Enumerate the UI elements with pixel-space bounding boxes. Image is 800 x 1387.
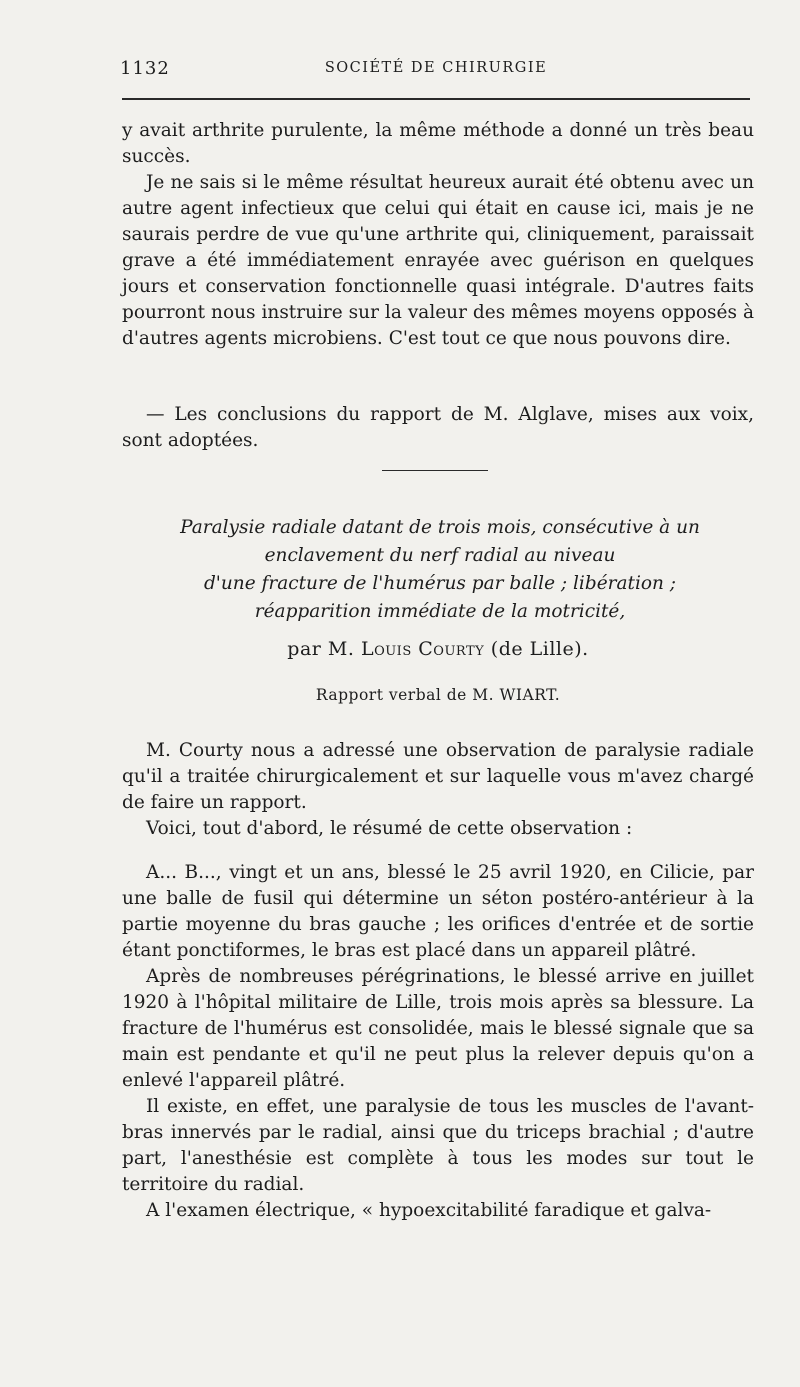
author-suffix: (de Lille).: [490, 638, 589, 660]
running-title: SOCIÉTÉ DE CHIRURGIE: [324, 60, 548, 76]
paragraph: Voici, tout d'abord, le résumé de cette observation :: [146, 818, 633, 839]
paragraph: Je ne sais si le même résultat heureux aurait été obtenu avec un autre agent infectieux que celui qui était en cause ici, mais je ne saurais perdre de vue qu'une arthrite qui, cliniquement, paraissait grave a été immédiatement enrayée avec guérison en quelques jours et conservation fonctionnelle quasi intégrale. D'autres faits pourront nous instruire sur la valeur des mêmes moyens opposés à d'autres agents microbiens. C'est tout ce que nous pouvons dire.: [122, 172, 754, 349]
author-prefix: par M.: [287, 638, 355, 660]
article-title-line: Paralysie radiale datant de trois mois, consécutive à un: [180, 517, 700, 538]
page-header: [120, 58, 752, 84]
paragraph: y avait arthrite purulente, la même méthode a donné un très beau succès.: [122, 120, 754, 167]
author-name: Louis Courty: [360, 638, 485, 660]
article-title-line: réapparition immédiate de la motricité,: [254, 601, 626, 622]
paragraph: A... B..., vingt et un ans, blessé le 25 avril 1920, en Cilicie, par une balle de fusil qui détermine un séton postéro-antérieur à la partie moyenne du bras gauche ; les orifices d'entrée et de sortie étant ponctiformes, le bras est placé dans un appareil plâtré.: [122, 862, 754, 961]
article-title-line: enclavement du nerf radial au niveau: [264, 545, 616, 566]
article-title: [150, 514, 730, 626]
paragraph: A l'examen électrique, « hypoexcitabilité faradique et galva-: [146, 1200, 712, 1221]
lower-text-block: [122, 738, 754, 1224]
report-line: Rapport verbal de M. WIART.: [315, 686, 561, 704]
paragraph: Après de nombreuses pérégrinations, le blessé arrive en juillet 1920 à l'hôpital militaire de Lille, trois mois après sa blessure. La fracture de l'humérus est consolidée, mais le blessé signale que sa main est pendante et qu'il ne peut plus la relever depuis qu'on a enlevé l'appareil plâtré.: [122, 966, 754, 1091]
upper-text-block: [122, 118, 754, 352]
section-separator: [382, 470, 488, 471]
conclusion-block: [122, 402, 754, 454]
paragraph: M. Courty nous a adressé une observation de paralysie radiale qu'il a traitée chirurgicalement et sur laquelle vous m'avez chargé de faire un rapport.: [122, 740, 754, 813]
author-line: [122, 638, 754, 660]
paragraph: Il existe, en effet, une paralysie de tous les muscles de l'avant-bras innervés par le radial, ainsi que du triceps brachial ; d'autre part, l'anesthésie est complète à tous les modes sur tout le territoire du radial.: [122, 1096, 754, 1195]
page-number: 1132: [120, 58, 170, 79]
header-rule: [122, 98, 750, 100]
paragraph-gap: [122, 842, 754, 860]
article-title-line: d'une fracture de l'humérus par balle ; libération ;: [203, 573, 677, 594]
conclusion-paragraph: — Les conclusions du rapport de M. Alglave, mises aux voix, sont adoptées.: [122, 404, 754, 451]
